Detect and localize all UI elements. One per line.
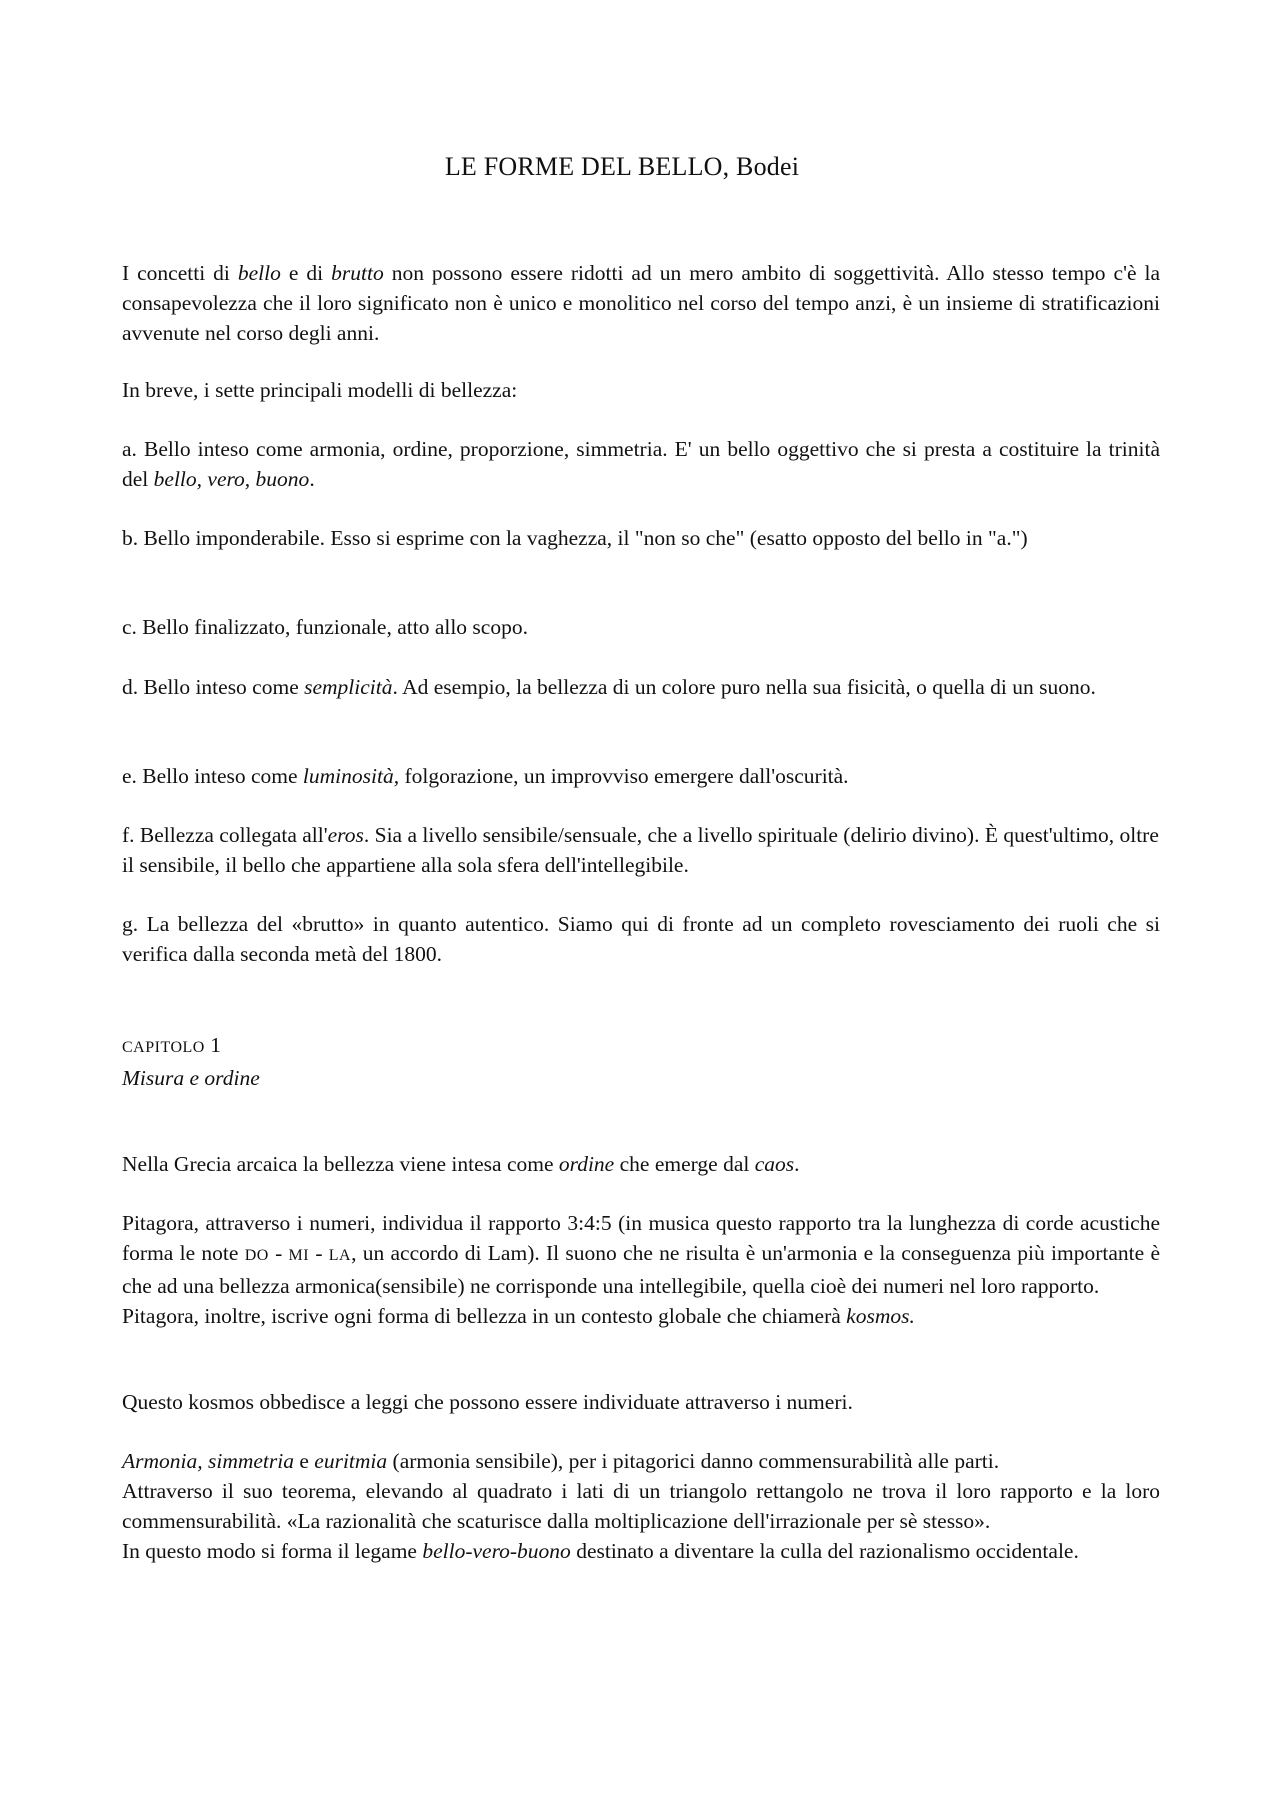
text-run: . Ad esempio, la bellezza di un colore puro nella sua fisicità, o quella di un suono. xyxy=(392,675,1096,699)
models-intro: In breve, i sette principali modelli di bellezza: xyxy=(122,378,518,402)
text-run: I concetti di xyxy=(122,261,238,285)
text-run: , un accordo di Lam). Il suono che ne risulta è un'armonia e la conseguenza più importante è che ad una bellezza armonica(sensibile) ne corrisponde una intellegibile, quella cioè dei numeri nel loro rapporto. xyxy=(122,1241,1160,1298)
italic-run: bello-vero-buono xyxy=(422,1539,571,1563)
model-e xyxy=(122,761,1160,791)
model-g: g. La bellezza del «brutto» in quanto autentico. Siamo qui di fronte ad un completo rovesciamento dei ruoli che si verifica dalla seconda metà del 1800. xyxy=(122,912,1160,966)
text-run: f. Bellezza collegata all' xyxy=(122,823,328,847)
chapter-number: 1 xyxy=(210,1033,221,1057)
note-do: DO xyxy=(244,1247,269,1264)
text-run: In questo modo si forma il legame xyxy=(122,1539,423,1563)
text-run: e xyxy=(294,1449,315,1473)
italic-run: luminosità, xyxy=(302,764,400,788)
text-run: folgorazione, un improvviso emergere dall'oscurità. xyxy=(399,764,849,788)
text-run: . xyxy=(309,467,315,491)
italic-run: semplicità xyxy=(304,675,393,699)
text-run: . Sia a livello sensibile/sensuale, che a livello spirituale (delirio divino). È quest'ultimo, oltre il sensibile, il bello che appartiene alla sola sfera dell'intellegibile. xyxy=(122,823,1159,877)
note-la: LA xyxy=(328,1247,352,1264)
body-paragraph-1 xyxy=(122,1149,1160,1179)
text-run: Pitagora, attraverso i numeri, individua il rapporto 3:4:5 (in musica questo rapporto tra la lunghezza di corde acustiche forma le note xyxy=(122,1211,1160,1265)
note-mi: MI xyxy=(288,1247,310,1264)
model-a xyxy=(122,434,1160,494)
italic-run: eros xyxy=(327,823,364,847)
intro-paragraph xyxy=(122,258,1160,348)
text-run: Pitagora, inoltre, iscrive ogni forma di bellezza in un contesto globale che chiamerà xyxy=(122,1304,847,1328)
text-run: non possono essere ridotti ad un mero ambito di soggettività. Allo stesso tempo c'è la consapevolezza che il loro significato non è unico e monolitico nel corso del tempo anzi, è un insieme di stratificazioni avvenute nel corso degli anni. xyxy=(122,261,1160,345)
text-run: - xyxy=(309,1241,329,1265)
text-run: destinato a diventare la culla del razionalismo occidentale. xyxy=(570,1539,1079,1563)
text-run: d. Bello inteso come xyxy=(122,675,305,699)
chapter-subtitle: Misura e ordine xyxy=(122,1066,260,1090)
model-f xyxy=(122,820,1160,880)
italic-run: euritmia xyxy=(314,1449,388,1473)
text-run: e di xyxy=(280,261,332,285)
text-run: e. Bello inteso come xyxy=(122,764,303,788)
chapter-heading xyxy=(122,1030,1160,1093)
model-c: c. Bello finalizzato, funzionale, atto allo scopo. xyxy=(122,615,528,639)
body-paragraph-3: Questo kosmos obbedisce a leggi che possono essere individuate attraverso i numeri. xyxy=(122,1390,853,1414)
text-run: Attraverso il suo teorema, elevando al quadrato i lati di un triangolo rettangolo ne trova il loro rapporto e la loro commensurabilità. «La razionalità che scaturisce dalla moltiplicazione dell'irrazionale per sè stesso». xyxy=(122,1479,1160,1533)
chapter-label: CAPITOLO xyxy=(122,1039,205,1056)
italic-run: brutto xyxy=(331,261,384,285)
italic-run: Armonia, simmetria xyxy=(122,1449,294,1473)
text-run: a. Bello inteso come armonia, ordine, proporzione, simmetria. E' un bello oggettivo che si presta a costituire la trinità del xyxy=(122,437,1160,491)
text-run: (armonia sensibile), per i pitagorici danno commensurabilità alle parti. xyxy=(387,1449,1000,1473)
body-paragraph-2 xyxy=(122,1208,1160,1331)
text-run: Nella Grecia arcaica la bellezza viene intesa come xyxy=(122,1152,559,1176)
italic-run: ordine xyxy=(558,1152,615,1176)
text-run: che emerge dal xyxy=(614,1152,755,1176)
italic-run: caos xyxy=(754,1152,795,1176)
document-title: LE FORME DEL BELLO, Bodei xyxy=(444,152,800,181)
model-d xyxy=(122,672,1160,702)
text-run: . xyxy=(794,1152,800,1176)
text-run: - xyxy=(268,1241,289,1265)
italic-run: bello, vero, buono xyxy=(153,467,310,491)
italic-run: kosmos. xyxy=(846,1304,915,1328)
body-paragraph-4 xyxy=(122,1446,1160,1566)
model-b: b. Bello imponderabile. Esso si esprime con la vaghezza, il "non so che" (esatto opposto del bello in "a.") xyxy=(122,526,1028,550)
italic-run: bello xyxy=(237,261,281,285)
